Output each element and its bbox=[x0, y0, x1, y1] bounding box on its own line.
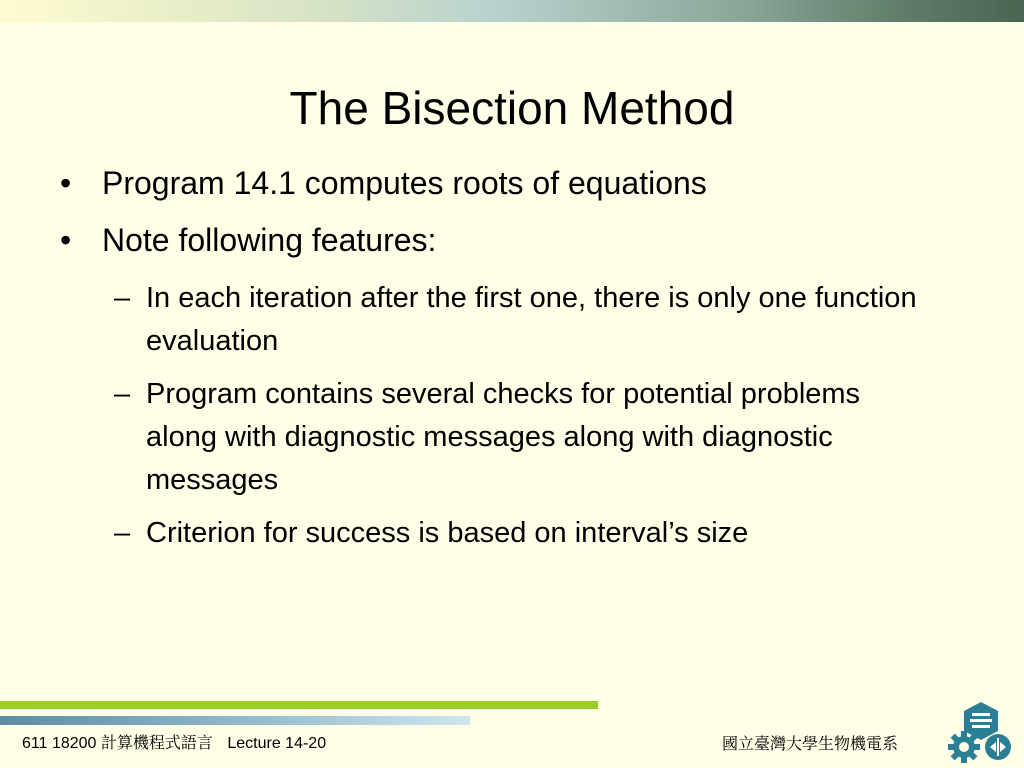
sub-bullet-text: Criterion for success is based on interval’s size bbox=[146, 517, 749, 549]
sub-bullet-text: In each iteration after the first one, there is only one function evaluation bbox=[146, 282, 917, 357]
footer-department: 國立臺灣大學生物機電系 bbox=[722, 734, 899, 753]
bullet-item bbox=[60, 163, 960, 203]
bullet-text: Program 14.1 computes roots of equations bbox=[102, 165, 707, 201]
sub-bullet-marker: – bbox=[114, 282, 131, 314]
bullet-item bbox=[60, 220, 960, 260]
sub-bullet-text: Program contains several checks for potential problems along with diagnostic messages along with diagnostic messages bbox=[146, 378, 861, 496]
footer-accent-bar-green bbox=[0, 701, 598, 709]
sub-bullet-marker: – bbox=[114, 517, 131, 549]
footer-course-info bbox=[22, 734, 326, 754]
slide-title: The Bisection Method bbox=[289, 82, 735, 134]
footer-lecture-number: Lecture 14-20 bbox=[227, 735, 327, 752]
sub-bullet-item bbox=[60, 277, 926, 363]
bullet-marker: • bbox=[60, 222, 72, 258]
sub-bullet-marker: – bbox=[114, 378, 131, 410]
footer-course-name: 611 18200 計算機程式語言 bbox=[22, 735, 213, 752]
sub-bullet-group bbox=[60, 277, 960, 555]
sub-bullet-item bbox=[60, 373, 926, 502]
sub-bullet-list bbox=[60, 277, 960, 555]
department-logo-icon bbox=[946, 700, 1016, 766]
sub-bullet-item bbox=[60, 512, 926, 555]
bullet-text: Note following features: bbox=[102, 222, 437, 258]
top-gradient-bar bbox=[0, 0, 1024, 22]
bullet-marker: • bbox=[60, 165, 72, 201]
footer-accent-bar-blue bbox=[0, 716, 470, 725]
bullet-list bbox=[60, 163, 960, 565]
